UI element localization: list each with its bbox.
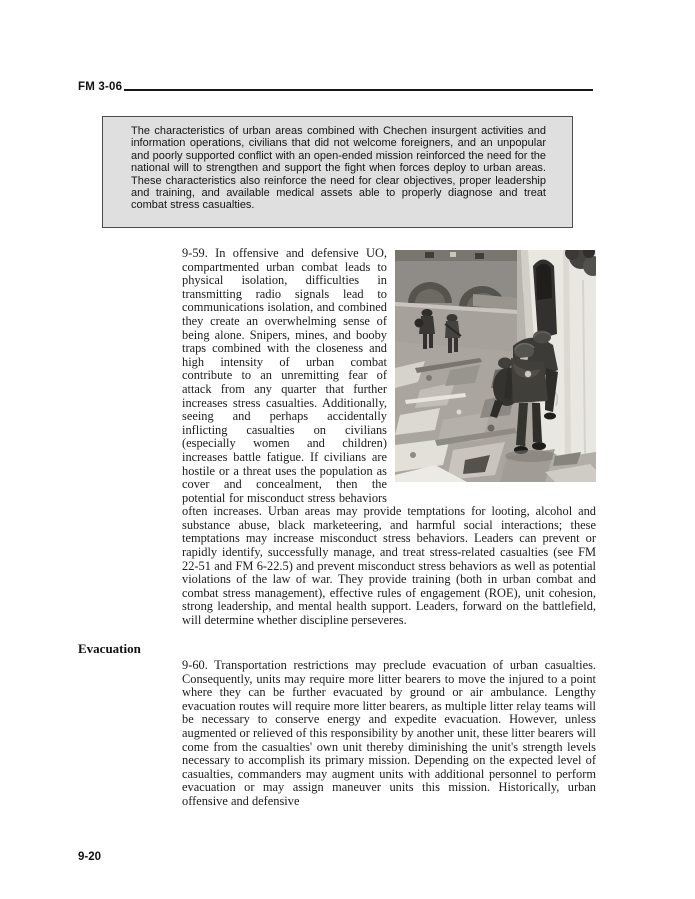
paragraph-9-59-text: 9-59. In offensive and defensive UO, compartmented urban combat leads to physical isolation, difficulties in transmitting radio signals lead to communications isolation, and combined they create an overwhelming sense of being alone. Snipers, mines, and booby traps combined with the closeness and high intensity of urban combat contribute to an unremitting fear of attack from any quarter that further increases stress casualties. Additionally, seeing and perhaps accidentally inflicting casualties on civilians (especially women and children) increases battle fatigue. If civilians are hostile or a threat uses the population as cover and concealment, then the potential for misconduct stress behaviors often increases. Urban areas may provide temptations for looting, alcohol and substance abuse, black marketeering, and harmful social interactions; these temptations may increase misconduct stress behaviors. Leaders can prevent or rapidly identify, successfully manage, and treat stress-related casualties (see FM 22-51 and FM 6-22.5) and prevent misconduct stress behaviors as well as potential violations of the law of war. They provide training (both in urban combat and combat stress management), effective rules of engagement (ROE), unit cohesion, strong leadership, and mental health support. Leaders, forward on the battlefield, will determine whether discipline perseveres. [182,246,596,628]
callout-box [102,116,573,228]
paragraph-9-60-text: 9-60. Transportation restrictions may preclude evacuation of urban casualties. Consequently, units may require more litter bearers to move the injured to a point where they can be further evacuated by ground or air ambulance. Lengthy evacuation routes will require more litter bearers, as multiple litter relay teams will be necessary to conserve energy and expedite evacuation. However, unless augmented or relieved of this responsibility by another unit, these litter bearers will come from the casualties' own unit thereby diminishing the unit's strength levels necessary to accomplish its primary mission. Depending on the expected level of casualties, commanders may augment units with additional personnel to perform evacuation or may assign maneuver units this mission. Historically, urban offensive and defensive [182,658,596,808]
callout-text: The characteristics of urban areas combined with Chechen insurgent activities and information operations, civilians that did not welcome foreigners, and an unpopular and poorly supported conflict with an open-ended mission reinforced the need for the national will to strengthen and support the fight when forces deploy to urban areas. These characteristics also reinforce the need for clear objectives, proper leadership and training, and available medical assets able to properly diagnose and treat combat stress casualties. [131,125,546,212]
section-heading-evacuation: Evacuation [78,641,141,656]
paragraph-9-59-block [182,247,596,628]
header-rule [124,89,593,91]
combat-photo [395,250,596,482]
doc-number: FM 3-06 [78,81,123,93]
paragraph-9-60-block [182,659,596,809]
page-number: 9-20 [78,851,102,863]
combat-photo-illustration [395,250,596,482]
